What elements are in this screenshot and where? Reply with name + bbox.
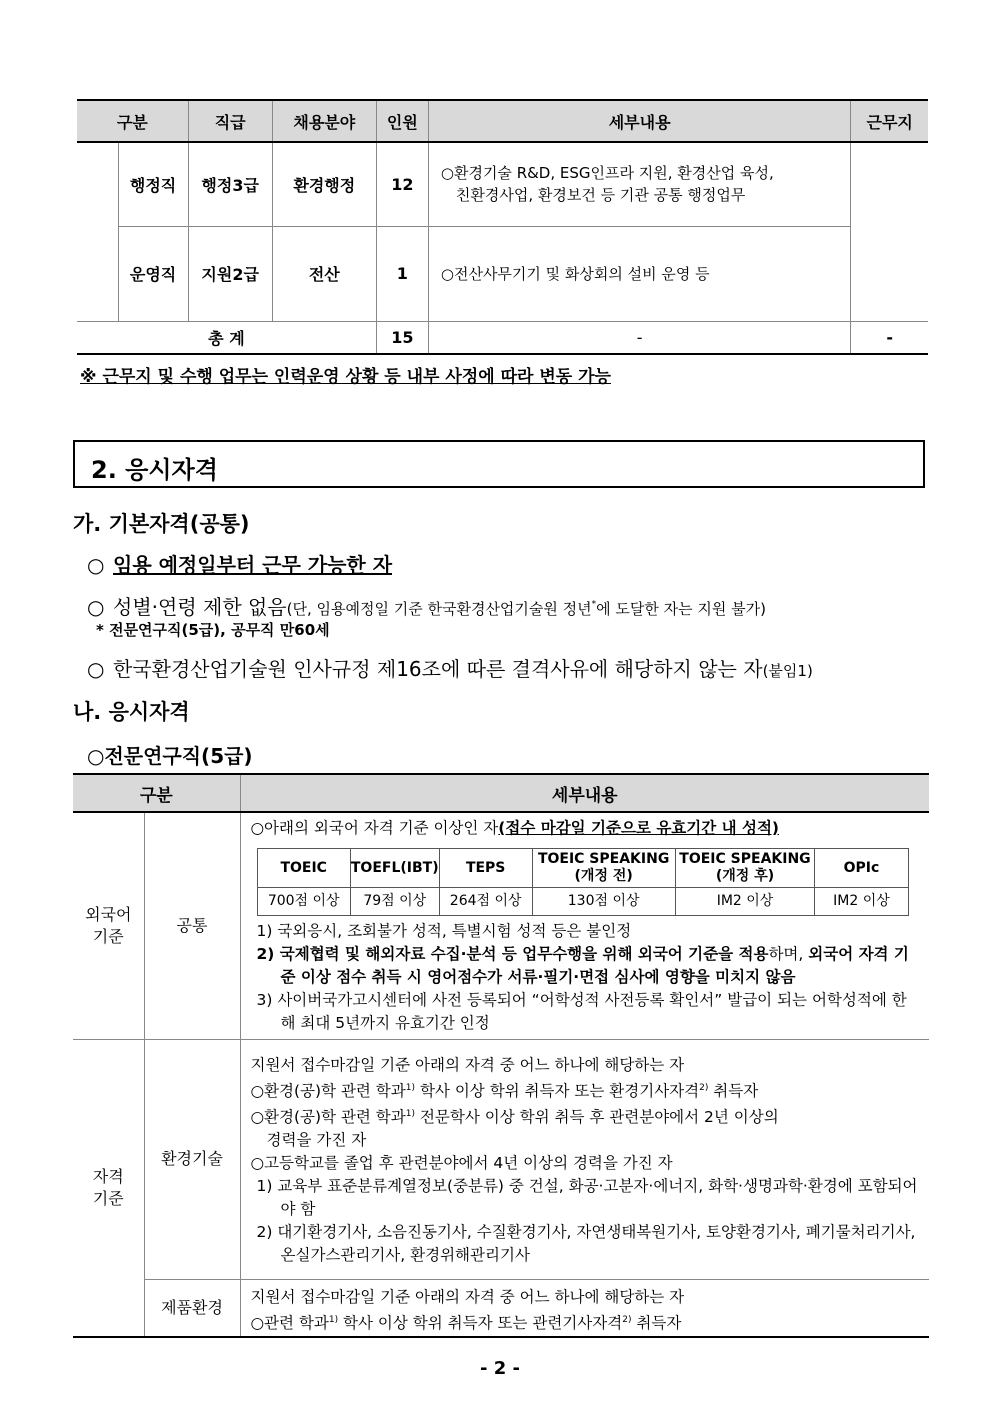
basic-item-2-note: * 전문연구직(5급), 공무직 만60세 [96,621,330,639]
language-score-table [257,848,909,916]
page-number: - 2 - [480,1358,520,1379]
row-count: 12 [376,142,428,226]
product-line-2b: 학사 이상 학위 취득자 또는 관련기사자격 [338,1313,623,1332]
header-grade: 직급 [188,100,272,142]
env-note-1: 1) 교육부 표준분류계열정보(중분류) 중 건설, 화공·고분자·에너지, 화학·생명과학·환경에 포함되어야 함 [256,1176,918,1218]
lang-value: 130점 이상 [532,888,675,916]
lang-header-row [257,849,908,888]
total-count: 15 [376,321,428,354]
lang-value: IM2 이상 [815,888,908,916]
total-row [77,321,928,354]
bullet: ○ [87,553,105,577]
basic-item-3-paren: (붙임1) [762,662,813,680]
lang-value-row [257,888,908,916]
table-header-row [73,774,929,812]
bullet: ○ [87,595,105,619]
row-grade: 지원2급 [188,226,272,321]
table-row-foreign [73,812,929,1039]
table-row-product [73,1279,929,1337]
row-count: 1 [376,226,428,321]
foreign-note-2c: 외국어 자격 기준 이상 점수 취득 시 영어점수가 서류·필기·면접 심사에 영향을 미치지 않음 [280,945,909,986]
bullet: ○ [87,657,105,681]
header-category: 구분 [73,774,240,812]
staffing-table [77,99,928,355]
table-row-env [73,1039,929,1279]
lang-value: IM2 이상 [675,888,815,916]
foreign-intro-bold: (접수 마감일 기준으로 유효기간 내 성적) [498,819,780,837]
env-line-3 [251,1103,922,1129]
env-line-3a: ○환경(공)학 관련 학과 [250,1107,406,1126]
header-category: 구분 [77,100,188,142]
notice-text: ※ 근무지 및 수행 업무는 인력운영 상황 등 내부 사정에 따라 변동 가능 [80,367,611,387]
env-line-3b: 전문학사 이상 학위 취득 후 관련분야에서 2년 이상의 [415,1107,779,1126]
env-note-2: 2) 대기환경기사, 소음진동기사, 수질환경기사, 자연생태복원기사, 토양환경기사, 폐기물처리기사, 온실가스관리기사, 환경위해관리기사 [256,1222,916,1264]
basic-heading: 가. 기본자격(공통) [73,512,250,536]
detail-line: ○환경기술 R&D, ESG인프라 지원, 환경산업 육성, [440,164,774,183]
env-line-4: ○고등학교를 졸업 후 관련분야에서 4년 이상의 경력을 가진 자 [250,1153,673,1172]
foreign-note-2 [251,943,922,989]
foreign-note-2a: 2) 국제협력 및 해외자료 수집·분석 등 업무수행을 위해 외국어 기준을 적용 [256,945,769,963]
blank-cell [77,142,118,321]
table-row [77,142,928,226]
product-content [240,1279,929,1337]
row-category: 운영직 [118,226,188,321]
env-line-2b: 학사 이상 학위 취득자 또는 환경기사자격 [415,1081,700,1100]
header-location: 근무지 [851,100,928,142]
lang-header: TOEIC SPEAKING (개정 후) [675,849,815,888]
env-line-2 [251,1077,922,1103]
product-line-1: 지원서 접수마감일 기준 아래의 자격 중 어느 하나에 해당하는 자 [250,1287,685,1306]
header-count: 인원 [376,100,428,142]
total-detail: - [428,321,850,354]
basic-item-2 [87,591,766,620]
row-category: 행정직 [118,142,188,226]
row-field: 전산 [272,226,376,321]
qual-heading: 나. 응시자격 [73,700,190,724]
lang-value: 700점 이상 [257,888,350,916]
footnote-ref: 1) [405,1082,416,1093]
sub-product: 제품환경 [144,1279,240,1337]
env-content [240,1039,929,1279]
foreign-note-1: 1) 국외응시, 조회불가 성적, 특별시험 성적 등은 불인정 [256,922,632,940]
lang-header: TEPS [439,849,532,888]
detail-line: 친환경사업, 환경보건 등 기관 공통 행정업무 [455,186,746,205]
total-label: 총 계 [77,321,376,354]
table-header-row [77,100,928,142]
total-location: - [851,321,928,354]
star-mark: * [591,599,597,610]
lang-header: TOEIC [257,849,350,888]
cat-foreign: 외국어 기준 [73,812,144,1039]
product-line-2c: 취득자 [631,1313,682,1332]
location-cell [851,142,928,321]
product-line-2 [251,1309,922,1335]
foreign-note-3: 3) 사이버국가고시센터에 사전 등록되어 “어학성적 사전등록 확인서” 발급이 되는 어학성적에 한해 최대 5년까지 유효기간 인정 [256,991,907,1032]
lang-value: 79점 이상 [350,888,439,916]
product-line-2a: ○관련 학과 [250,1313,329,1332]
footnote-ref: 1) [405,1108,416,1119]
section-title-box [73,440,925,488]
basic-item-1-text: 임용 예정일부터 근무 가능한 자 [113,553,393,577]
cat-qualification: 자격 기준 [73,1039,144,1337]
section-title: 2. 응시자격 [91,456,218,484]
lang-value: 264점 이상 [439,888,532,916]
header-detail: 세부내용 [428,100,850,142]
env-line-2c: 취득자 [708,1081,759,1100]
header-detail: 세부내용 [240,774,929,812]
lang-header: OPIc [815,849,908,888]
row-grade: 행정3급 [188,142,272,226]
row-field: 환경행정 [272,142,376,226]
table-row [77,226,928,321]
foreign-intro: ○아래의 외국어 자격 기준 이상인 자 [250,819,499,837]
foreign-content [240,812,929,1039]
sub-env: 환경기술 [144,1039,240,1279]
foreign-note-2b: 하며, [768,945,809,963]
env-line-2a: ○환경(공)학 관련 학과 [250,1081,406,1100]
env-line-1: 지원서 접수마감일 기준 아래의 자격 중 어느 하나에 해당하는 자 [250,1055,685,1074]
sub-common: 공통 [144,812,240,1039]
basic-item-3 [87,653,813,682]
basic-item-2-main: 성별·연령 제한 없음 [113,595,287,619]
qualification-table [73,773,929,1338]
env-line-3c: 경력을 가진 자 [266,1130,367,1149]
row-detail [428,142,850,226]
lang-header: TOEFL(IBT) [350,849,439,888]
row-detail: ○전산사무기기 및 화상회의 설비 운영 등 [428,226,850,321]
basic-item-2-paren-b: 에 도달한 자는 지원 불가) [596,600,766,618]
footnote-ref: 2) [699,1082,709,1093]
footnote-ref: 2) [622,1314,632,1325]
basic-item-1 [87,549,392,578]
footnote-ref: 1) [328,1314,339,1325]
basic-item-2-paren-a: (단, 임용예정일 기준 한국환경산업기술원 정년 [286,600,592,618]
basic-item-3-main: 한국환경산업기술원 인사규정 제16조에 따른 결격사유에 해당하지 않는 자 [113,657,763,681]
qual-subheading: ○전문연구직(5급) [87,744,253,768]
lang-header: TOEIC SPEAKING (개정 전) [532,849,675,888]
header-field: 채용분야 [272,100,376,142]
